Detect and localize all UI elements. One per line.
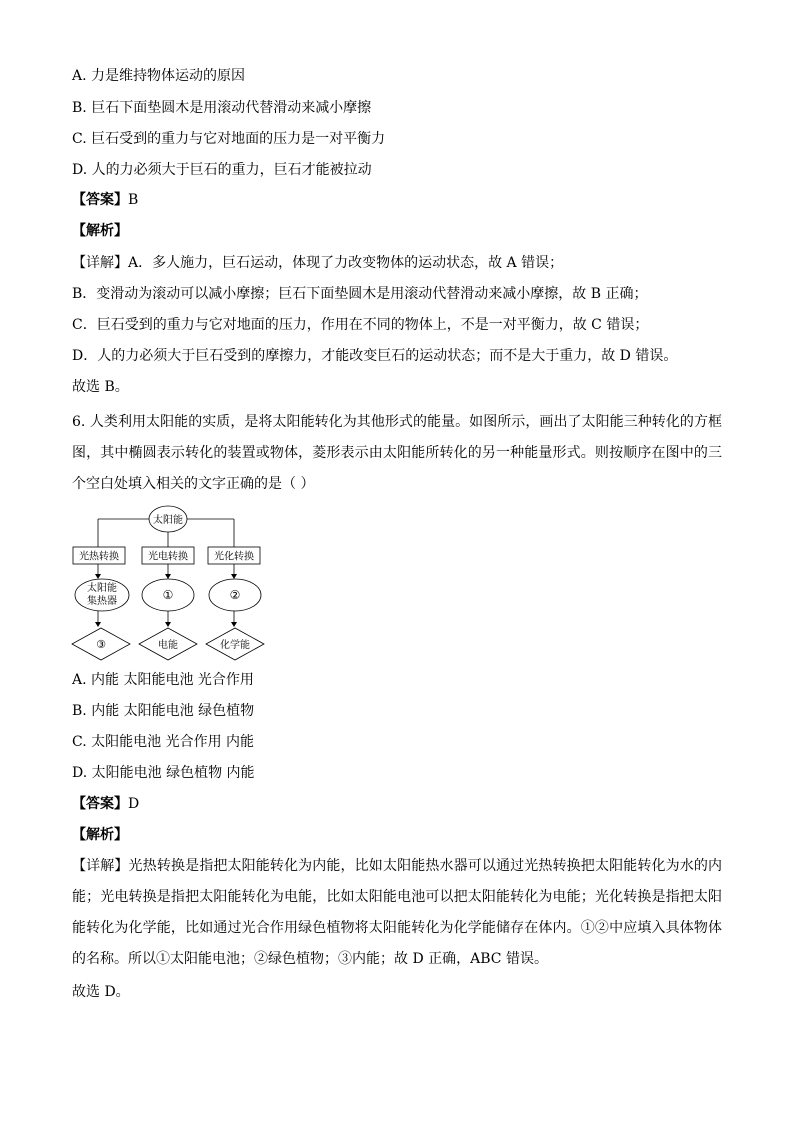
diagram-box-3-label: 光化转换: [214, 551, 254, 563]
diagram-ellipse-1-line-1: 太阳能: [87, 583, 117, 594]
q5-option-b: B. 巨石下面垫圆木是用滚动代替滑动来减小摩擦: [72, 100, 372, 116]
q6-detail: [72, 851, 722, 975]
q5-answer: B: [128, 192, 139, 208]
q6-option-a: A. 内能 太阳能电池 光合作用: [72, 672, 254, 688]
q6-answer-line: [72, 794, 139, 814]
q6-conclusion: 故选 D。: [72, 984, 130, 1000]
diagram-box-1-label: 光热转换: [79, 551, 119, 563]
q5-option-c: C. 巨石受到的重力与它对地面的压力是一对平衡力: [72, 131, 386, 147]
q5-option-d: D. 人的力必须大于巨石的重力，巨石才能被拉动: [72, 162, 372, 178]
q6-option-c: C. 太阳能电池 光合作用 内能: [72, 734, 255, 750]
q6-detail-tag: 【详解】: [72, 858, 129, 874]
q6-answer: D: [128, 796, 140, 812]
q5-detail-b: B．变滑动为滚动可以减小摩擦；巨石下面垫圆木是用滚动代替滑动来减小摩擦，故 B 正确；: [72, 286, 648, 302]
q6-stem: 6. 人类利用太阳能的实质，是将太阳能转化为其他形式的能量。如图所示，画出了太阳能三种转化的方框图，其中椭圆表示转化的装置或物体，菱形表示由太阳能所转化的另一种能量形式。则按顺序在图中的三个空白处填入相关的文字正确的是（ ）: [72, 414, 722, 492]
q6-answer-tag: 【答案】: [72, 796, 128, 812]
diagram-diamond-2-label: 电能: [158, 640, 178, 651]
q5-answer-line: [72, 190, 138, 210]
q5-detail-d: D．人的力必须大于巨石受到的摩擦力，才能改变巨石的运动状态；而不是大于重力，故 D 错误。: [72, 348, 678, 364]
q6-option-b: B. 内能 太阳能电池 绿色植物: [72, 703, 255, 719]
q5-detail-a-text: A．多人施力，巨石运动，体现了力改变物体的运动状态，故 A 错误；: [128, 255, 564, 271]
diagram-ellipse-1-line-2: 集热器: [87, 596, 117, 607]
q6-detail-text: 光热转换是指把太阳能转化为内能，比如太阳能热水器可以通过光热转换把太阳能转化为水的内能；光电转换是指把太阳能转化为电能，比如太阳能电池可以把太阳能转化为电能；光化转换是指把太阳能转化为化学能，比如通过光合作用绿色植物将太阳能转化为化学能储存在体内。①②中应填入具体物体的名称。所以①太阳能电池；②绿色植物；③内能；故 D 正确，ABC 错误。: [72, 858, 723, 967]
q5-answer-tag: 【答案】: [72, 192, 128, 208]
q5-detail-tag: 【详解】: [72, 255, 128, 271]
energy-diagram: [68, 505, 278, 665]
diagram-box-2-label: 光电转换: [148, 551, 188, 563]
q5-option-a: A. 力是维持物体运动的原因: [72, 68, 246, 84]
q5-detail-c: C．巨石受到的重力与它对地面的压力，作用在不同的物体上，不是一对平衡力，故 C 错误；: [72, 317, 649, 333]
q5-detail-a: [72, 253, 563, 273]
q5-conclusion: 故选 B。: [72, 379, 129, 395]
diagram-diamond-1-label: ③: [96, 638, 106, 651]
diagram-ellipse-3-label: ②: [229, 588, 241, 602]
q6-option-d: D. 太阳能电池 绿色植物 内能: [72, 765, 255, 781]
diagram-top-label: 太阳能: [153, 515, 183, 526]
q6-analysis-tag: 【解析】: [72, 827, 128, 843]
diagram-ellipse-2-label: ①: [162, 588, 174, 602]
q5-analysis-tag: 【解析】: [72, 223, 128, 239]
diagram-diamond-3-label: 化学能: [220, 640, 250, 651]
